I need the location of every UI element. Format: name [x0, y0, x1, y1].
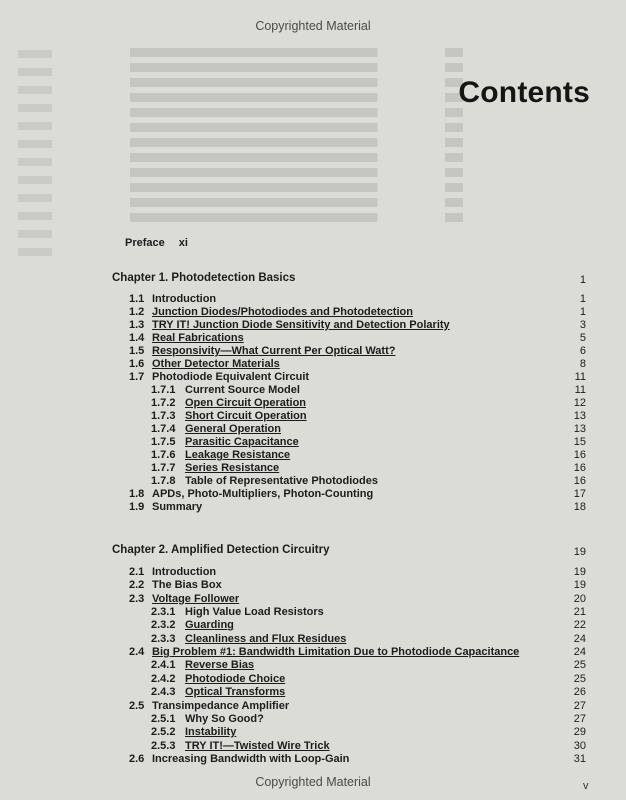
preface-page: xi: [178, 237, 188, 249]
toc-entry-page: 20: [573, 592, 586, 605]
toc-entry-title: Leakage Resistance: [185, 449, 291, 461]
toc-entry-title: Voltage Follower: [152, 592, 240, 605]
toc-entry-number: 1.7.3: [151, 410, 176, 422]
toc-entry-number: 1.7.2: [151, 397, 176, 409]
toc-entry-number: 1.7.1: [151, 384, 176, 396]
toc-entry-number: 1.5: [129, 345, 145, 357]
toc-entry-page: 5: [579, 332, 586, 344]
toc-entry-number: 1.7: [129, 371, 145, 383]
toc-entry-page: 21: [573, 606, 586, 619]
toc-entry-number: 1.7.5: [151, 436, 176, 448]
chapter-2-label: Chapter 2. Amplified Detection Circuitry: [112, 544, 330, 556]
toc-entry-number: 2.5.2: [151, 726, 176, 739]
toc-entry-number: 2.3.1: [151, 606, 176, 619]
toc-entry-title: Cleanliness and Flux Residues: [185, 632, 347, 645]
toc-entry-page: 30: [573, 739, 586, 752]
toc-entry-number: 1.7.7: [151, 462, 176, 474]
preface-entry[interactable]: [125, 237, 188, 249]
page-title: Contents: [458, 76, 590, 109]
toc-entry-number: 2.4: [129, 646, 145, 659]
toc-entry-page: 1: [579, 293, 586, 305]
toc-entry-page: 11: [574, 384, 586, 396]
toc-entry-title: Transimpedance Amplifier: [152, 699, 290, 712]
toc-entry-page: 27: [573, 712, 586, 725]
preface-label: Preface: [125, 237, 165, 249]
toc-entry-number: 1.6: [129, 358, 145, 370]
chapter-2-page: 19: [573, 546, 586, 558]
toc-entry-page: 26: [573, 686, 586, 699]
toc-entry-title: Photodiode Equivalent Circuit: [152, 371, 310, 383]
toc-entry-number: 1.7.4: [151, 423, 176, 435]
toc-entry-number: 2.5.1: [151, 712, 176, 725]
toc-entry-number: 1.9: [129, 501, 145, 513]
toc-entry-title: Open Circuit Operation: [185, 397, 307, 409]
toc-entry-title: Parasitic Capacitance: [185, 436, 299, 448]
bleed-through-left: [18, 40, 52, 760]
toc-entry-page: 22: [573, 619, 586, 632]
toc-entry-title: Introduction: [152, 566, 217, 578]
chapter-1-heading[interactable]: [112, 272, 295, 284]
toc-entry-page: 25: [573, 672, 586, 685]
toc-entry-page: 11: [574, 371, 586, 383]
toc-entry-page: 19: [573, 579, 586, 592]
toc-entry-page: 18: [573, 501, 586, 513]
toc-entry-title: Optical Transforms: [185, 686, 286, 699]
toc-entry-number: 2.2: [129, 579, 145, 592]
toc-entry-number: 1.1: [129, 293, 145, 305]
page-number: v: [583, 780, 589, 792]
toc-entry-number: 2.1: [129, 566, 145, 578]
copyright-header: Copyrighted Material: [255, 19, 371, 33]
toc-entry-page: 13: [573, 410, 586, 422]
toc-entry-page: 19: [573, 566, 586, 578]
toc-entry-title: Increasing Bandwidth with Loop-Gain: [152, 752, 350, 765]
toc-entry-page: 17: [573, 488, 586, 500]
toc-entry-number: 2.4.3: [151, 686, 176, 699]
toc-entry-page: 29: [573, 726, 586, 739]
toc-entry-number: 1.8: [129, 488, 145, 500]
toc-entry-page: 15: [573, 436, 586, 448]
chapter-1-label: Chapter 1. Photodetection Basics: [112, 272, 296, 284]
toc-entry-number: 2.6: [129, 752, 145, 765]
toc-entry-number: 1.7.6: [151, 449, 176, 461]
toc-entry-title: APDs, Photo-Multipliers, Photon-Counting: [152, 488, 374, 500]
toc-entry-number: 1.4: [129, 332, 145, 344]
toc-entry-page: 16: [573, 449, 586, 461]
toc-entry-title: TRY IT!—Twisted Wire Trick: [185, 739, 330, 752]
toc-entry-title: The Bias Box: [152, 579, 222, 592]
toc-entry-page: 12: [573, 397, 586, 409]
toc-entry-number: 2.3.3: [151, 632, 176, 645]
toc-entry-title: Why So Good?: [185, 712, 264, 725]
toc-entry-number: 2.3: [129, 592, 145, 605]
toc-entry-page: 6: [579, 345, 586, 357]
toc-entry-title: Photodiode Choice: [185, 672, 286, 685]
toc-entry-number: 1.7.8: [151, 475, 176, 487]
toc-entry-title: Real Fabrications: [152, 332, 244, 344]
toc-entry-page: 1: [579, 306, 586, 318]
toc-entry-number: 2.5: [129, 699, 145, 712]
toc-entry-number: 1.2: [129, 306, 145, 318]
toc-entry-title: Guarding: [185, 619, 234, 632]
toc-entry-title: Reverse Bias: [185, 659, 255, 672]
toc-entry-title: Junction Diodes/Photodiodes and Photodetection: [152, 306, 413, 318]
toc-entry-page: 24: [573, 646, 586, 659]
toc-entry-page: 25: [573, 659, 586, 672]
toc-entry-title: Current Source Model: [185, 384, 300, 396]
toc-entry-title: Big Problem #1: Bandwidth Limitation Due to Photodiode Capacitance: [152, 646, 520, 659]
toc-entry-page: 16: [573, 462, 586, 474]
toc-entry-title: General Operation: [185, 423, 281, 435]
toc-entry-title: TRY IT! Junction Diode Sensitivity and Detection Polarity: [152, 319, 450, 331]
toc-entry-title: Introduction: [152, 293, 217, 305]
toc-entry-number: 2.4.2: [151, 672, 176, 685]
chapter-2-heading[interactable]: [112, 544, 329, 556]
toc-entry-title: Short Circuit Operation: [185, 410, 307, 422]
toc-entry-title: High Value Load Resistors: [185, 606, 324, 619]
toc-entry-page: 31: [573, 752, 586, 765]
toc-entry-number: 1.3: [129, 319, 145, 331]
toc-entry-page: 16: [573, 475, 586, 487]
toc-entry-title: Series Resistance: [185, 462, 280, 474]
toc-entry-page: 8: [579, 358, 586, 370]
toc-entry-page: 27: [573, 699, 586, 712]
toc-entry-title: Instability: [185, 726, 237, 739]
toc-entry-page: 24: [573, 632, 586, 645]
copyright-footer: Copyrighted Material: [255, 775, 371, 789]
chapter-1-page: 1: [579, 274, 586, 286]
toc-entry-number: 2.4.1: [151, 659, 176, 672]
toc-entry-title: Other Detector Materials: [152, 358, 280, 370]
toc-entry-page: 13: [573, 423, 586, 435]
toc-entry-title: Responsivity—What Current Per Optical Watt?: [152, 345, 396, 357]
toc-entry-page: 3: [579, 319, 586, 331]
toc-entry-title: Summary: [152, 501, 203, 513]
toc-entry-number: 2.3.2: [151, 619, 176, 632]
toc-entry-number: 2.5.3: [151, 739, 176, 752]
bleed-through-text: [130, 42, 580, 242]
toc-entry-title: Table of Representative Photodiodes: [185, 475, 378, 487]
